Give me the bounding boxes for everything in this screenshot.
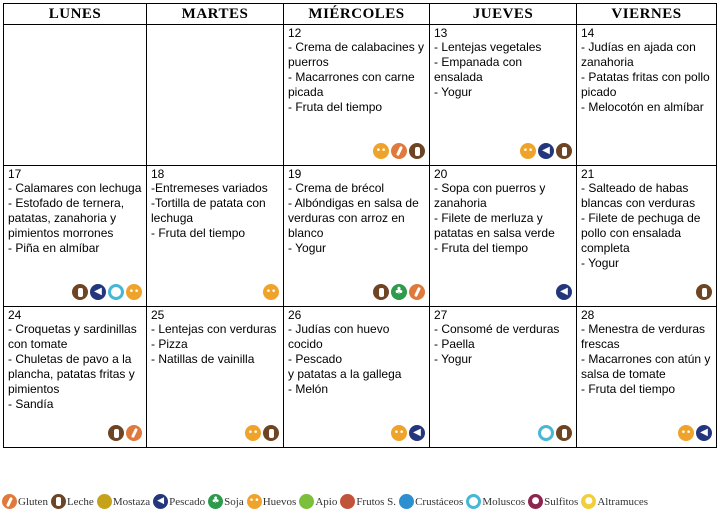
menu-day-cell [430,25,577,166]
menu-body [4,25,717,448]
dish-item: - Calamares con lechuga [8,181,142,195]
dish-item: - Pizza [151,337,188,351]
dish-list [577,40,716,115]
nuts-icon [340,494,355,509]
menu-day-cell [430,166,577,307]
week-row [4,25,717,166]
dish-list [284,40,429,115]
wheat-icon [2,494,17,509]
week-row [4,166,717,307]
legend-label: Mostaza [112,495,151,508]
menu-day-cell [147,166,284,307]
mollusc-icon [466,494,481,509]
dish-item: - Fruta del tiempo [288,100,383,114]
weekday-header-row [4,4,717,25]
dish-list [147,322,283,367]
fish-icon: ◀ [90,284,106,300]
dish-list [430,40,576,100]
dish-list [4,322,146,412]
menu-day-cell [284,166,430,307]
weekday-header: LUNES [4,4,147,25]
legend-label: Leche [66,495,94,508]
day-number: 26 [288,308,302,322]
mustard-icon [97,494,112,509]
wheat-icon [391,143,407,159]
legend-label: Crustáceos [415,495,464,508]
legend-item-sulfitos [528,494,578,509]
dish-item: - Filete de merluza y patatas en salsa verde [434,211,555,240]
allergen-legend [2,494,718,509]
eggs-icon: •• [373,143,389,159]
milk-icon [108,425,124,441]
fish-icon: ◀ [696,425,712,441]
day-number: 18 [151,167,165,181]
day-number: 14 [581,26,595,40]
legend-item-frutos [340,494,396,509]
dish-item: - Natillas de vainilla [151,352,255,366]
week-row [4,307,717,448]
dish-item: - Consomé de verduras [434,322,560,336]
menu-day-cell [147,307,284,448]
fish-icon: ◀ [153,494,168,509]
dish-item: - Yogur [434,352,473,366]
day-number: 13 [434,26,448,40]
dish-item: - Chuletas de pavo a la plancha, patatas fritas y pimientos [8,352,135,396]
dish-item: - Fruta del tiempo [434,241,529,255]
milk-icon [556,143,572,159]
dish-item: - Macarrones con carne picada [288,70,415,99]
menu-day-cell [577,25,717,166]
dish-item: - Lentejas con verduras [151,322,277,336]
mollusc-icon [538,425,554,441]
day-number: 20 [434,167,448,181]
milk-icon [373,284,389,300]
dish-item: - Estofado de ternera, patatas, zanahoria y pimientos morrones [8,196,125,240]
allergen-icons [520,143,572,159]
dish-item: - Melón [288,382,329,396]
dish-list [4,181,146,256]
day-number: 27 [434,308,448,322]
legend-label: Apio [315,495,338,508]
allergen-icons [263,284,279,300]
dish-item: - Yogur [434,85,473,99]
school-menu-table [3,3,717,448]
menu-day-cell [430,307,577,448]
milk-icon [409,143,425,159]
weekday-header: VIERNES [577,4,717,25]
eggs-icon: •• [247,494,262,509]
allergen-icons [391,425,425,441]
day-number: 24 [8,308,22,322]
milk-icon [696,284,712,300]
soy-icon: ♣ [208,494,223,509]
eggs-icon: •• [678,425,694,441]
dish-item: -Tortilla de patata con lechuga [151,196,266,225]
menu-day-cell [284,25,430,166]
dish-item: - Pescado [288,352,343,366]
eggs-icon: •• [263,284,279,300]
allergen-icons [538,425,572,441]
dish-item: - Patatas fritas con pollo picado [581,70,710,99]
dish-item: - Crema de calabacines y puerros [288,40,425,69]
dish-list [284,322,429,397]
weekday-header: JUEVES [430,4,577,25]
dish-list [430,181,576,256]
dish-item: - Fruta del tiempo [581,382,676,396]
dish-item: - Yogur [288,241,327,255]
dish-item: - Piña en almíbar [8,241,100,255]
dish-item: - Empanada con ensalada [434,55,523,84]
legend-item-altramuces [581,494,648,509]
eggs-icon: •• [391,425,407,441]
dish-item: - Fruta del tiempo [151,226,246,240]
menu-day-cell [577,307,717,448]
allergen-icons [72,284,142,300]
sulphites-icon: ● [528,494,543,509]
legend-label: Huevos [262,495,297,508]
day-number: 25 [151,308,165,322]
allergen-icons [245,425,279,441]
dish-item: - Sopa con puerros y zanahoria [434,181,546,210]
dish-list [577,181,716,271]
dish-item: - Paella [434,337,475,351]
day-number: 17 [8,167,22,181]
menu-day-cell [4,307,147,448]
wheat-icon [409,284,425,300]
dish-item: - Albóndigas en salsa de verduras con arroz en blanco [288,196,419,240]
legend-label: Soja [224,495,244,508]
legend-item-huevos [247,494,297,509]
dish-list [284,181,429,256]
dish-item: -Entremeses variados [151,181,268,195]
milk-icon [556,425,572,441]
day-number: 12 [288,26,302,40]
dish-item: - Filete de pechuga de pollo con ensalada completa [581,211,701,255]
menu-day-cell [4,25,147,166]
legend-label: Gluten [18,495,48,508]
legend-item-soja [208,494,244,509]
legend-label: Sulfitos [544,495,579,508]
dish-list [577,322,716,397]
weekday-header: MARTES [147,4,284,25]
allergen-icons [108,425,142,441]
dish-item: - Menestra de verduras frescas [581,322,706,351]
dish-item: - Melocotón en almíbar [581,100,704,114]
fish-icon: ◀ [409,425,425,441]
mollusc-icon [108,284,124,300]
wheat-icon [126,425,142,441]
allergen-icons [373,143,425,159]
dish-item: - Croquetas y sardinillas con tomate [8,322,137,351]
day-number: 21 [581,167,595,181]
eggs-icon: •• [520,143,536,159]
legend-label: Altramuces [597,495,649,508]
lupin-icon: ● [581,494,596,509]
menu-day-cell [4,166,147,307]
celery-icon [299,494,314,509]
fish-icon: ◀ [538,143,554,159]
allergen-icons [373,284,425,300]
legend-label: Moluscos [482,495,526,508]
weekday-header: MIÉRCOLES [284,4,430,25]
dish-list [430,322,576,367]
dish-item: y patatas a la gallega [288,367,402,381]
dish-item: - Macarrones con atún y salsa de tomate [581,352,711,381]
dish-item: - Sandía [8,397,54,411]
legend-item-pescado [153,494,205,509]
legend-item-leche [51,494,94,509]
menu-day-cell [284,307,430,448]
dish-list [147,181,283,241]
eggs-icon: •• [126,284,142,300]
day-number: 19 [288,167,302,181]
eggs-icon: •• [245,425,261,441]
dish-item: - Judías en ajada con zanahoria [581,40,696,69]
legend-item-crustaceos [399,494,463,509]
dish-item: - Yogur [581,256,620,270]
dish-item: - Lentejas vegetales [434,40,542,54]
dish-item: - Crema de brécol [288,181,385,195]
dish-item: - Judías con huevo cocido [288,322,390,351]
menu-day-cell [577,166,717,307]
legend-item-moluscos [466,494,525,509]
milk-icon [51,494,66,509]
legend-label: Frutos S. [356,495,397,508]
menu-day-cell [147,25,284,166]
crustacean-icon [399,494,414,509]
dish-item: - Salteado de habas blancas con verduras [581,181,696,210]
allergen-icons [678,425,712,441]
legend-item-apio [299,494,337,509]
allergen-icons [556,284,572,300]
day-number: 28 [581,308,595,322]
milk-icon [72,284,88,300]
milk-icon [263,425,279,441]
soy-icon: ♣ [391,284,407,300]
legend-item-mostaza [97,494,150,509]
fish-icon: ◀ [556,284,572,300]
legend-label: Pescado [169,495,206,508]
allergen-icons [696,284,712,300]
legend-item-gluten [2,494,48,509]
